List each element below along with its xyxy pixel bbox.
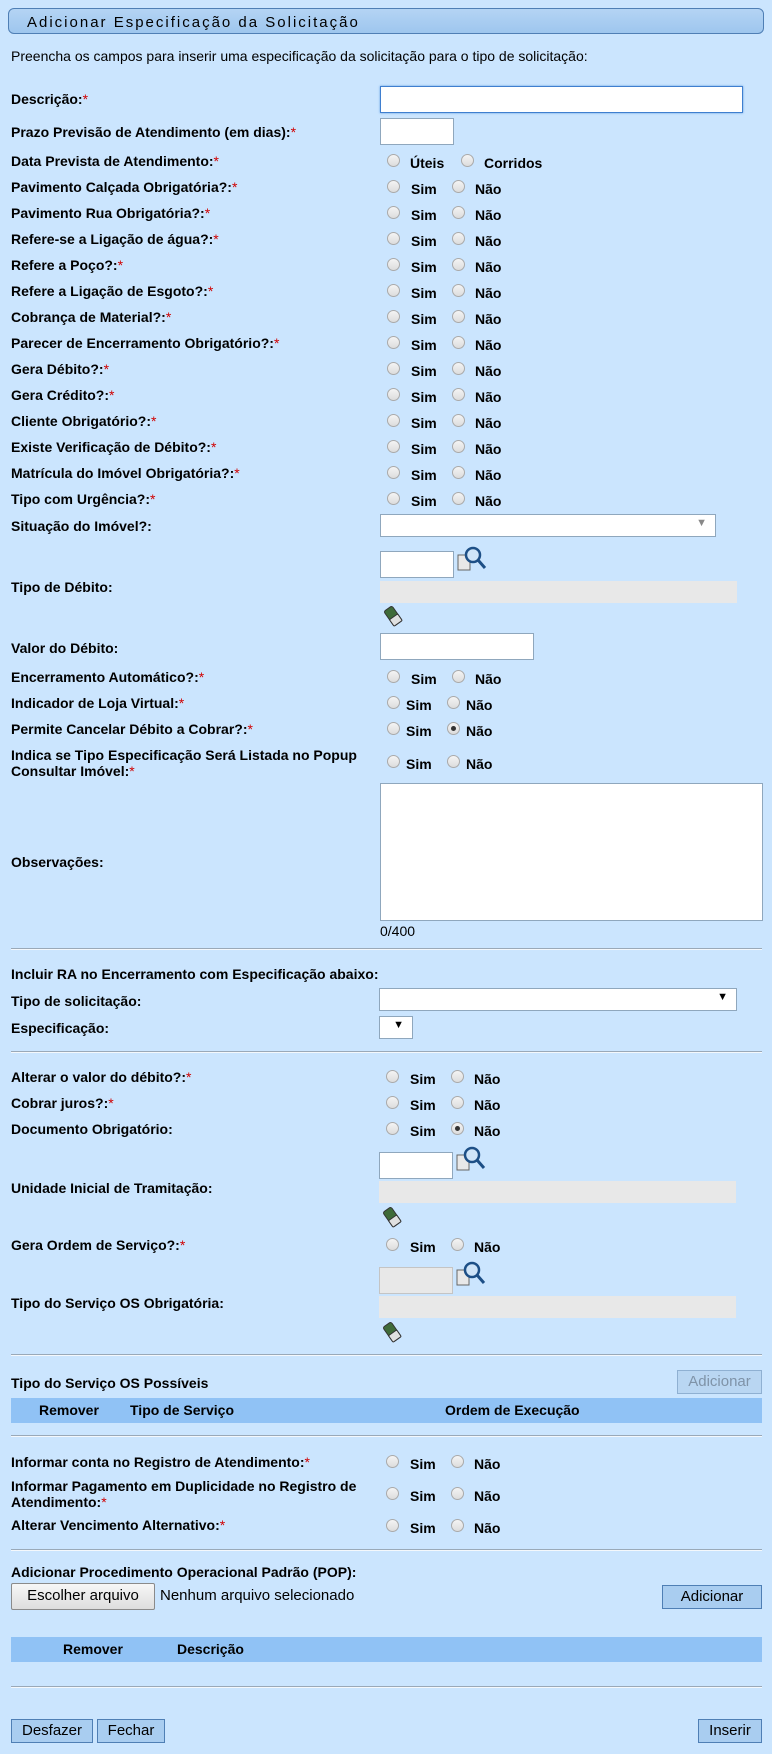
page-title: Adicionar Especificação da Solicitação bbox=[27, 14, 360, 31]
data-prevista-label: Data Prevista de Atendimento:* bbox=[11, 153, 219, 169]
nao-label: Não bbox=[474, 1239, 501, 1255]
matricula-sim-radio[interactable] bbox=[387, 466, 400, 479]
descricao-input[interactable] bbox=[380, 86, 743, 113]
prazo-input[interactable] bbox=[380, 118, 454, 145]
cliente-obrig-sim-radio[interactable] bbox=[387, 414, 400, 427]
eraser-icon[interactable] bbox=[381, 1206, 403, 1228]
observacoes-label: Observações: bbox=[11, 854, 104, 870]
prazo-label: Prazo Previsão de Atendimento (em dias):* bbox=[11, 124, 297, 140]
gera-credito-nao-radio[interactable] bbox=[452, 388, 465, 401]
matricula-nao-radio[interactable] bbox=[452, 466, 465, 479]
encerramento-auto-nao-radio[interactable] bbox=[452, 670, 465, 683]
verif-debito-sim-radio[interactable] bbox=[387, 440, 400, 453]
sim-label: Sim bbox=[406, 697, 432, 713]
pag-duplicidade-nao-radio[interactable] bbox=[451, 1487, 464, 1500]
urgencia-nao-radio[interactable] bbox=[452, 492, 465, 505]
cliente-obrig-label: Cliente Obrigatório?:* bbox=[11, 413, 157, 429]
pav-rua-nao-radio[interactable] bbox=[452, 206, 465, 219]
cobrar-juros-sim-radio[interactable] bbox=[386, 1096, 399, 1109]
search-icon[interactable] bbox=[456, 545, 488, 573]
servico-table-header bbox=[11, 1398, 762, 1423]
gera-debito-nao-radio[interactable] bbox=[452, 362, 465, 375]
cancelar-debito-sim-radio[interactable] bbox=[387, 722, 400, 735]
sim-label: Sim bbox=[411, 415, 437, 431]
sim-label: Sim bbox=[411, 337, 437, 353]
col-remover: Remover bbox=[39, 1402, 99, 1418]
col-ordem-execucao: Ordem de Execução bbox=[445, 1402, 580, 1418]
gera-debito-label: Gera Débito?:* bbox=[11, 361, 110, 377]
popup-label: Indica se Tipo Especificação Será Listada no Popup Consultar Imóvel:* bbox=[11, 747, 357, 779]
nao-label: Não bbox=[474, 1123, 501, 1139]
especificacao-select[interactable] bbox=[379, 1016, 413, 1039]
loja-virtual-label: Indicador de Loja Virtual:* bbox=[11, 695, 185, 711]
lig-esgoto-label: Refere a Ligação de Esgoto?:* bbox=[11, 283, 214, 299]
sim-label: Sim bbox=[406, 756, 432, 772]
uteis-label: Úteis bbox=[410, 155, 445, 171]
lig-agua-sim-radio[interactable] bbox=[387, 232, 400, 245]
doc-obrig-label: Documento Obrigatório: bbox=[11, 1121, 173, 1137]
search-icon[interactable] bbox=[455, 1260, 487, 1288]
chevron-down-icon: ▼ bbox=[393, 1019, 404, 1031]
doc-obrig-nao-radio[interactable] bbox=[451, 1122, 464, 1135]
divider bbox=[11, 1549, 762, 1551]
cobrar-juros-nao-radio[interactable] bbox=[451, 1096, 464, 1109]
nao-label: Não bbox=[475, 389, 502, 405]
tipo-servico-label: Tipo do Serviço OS Obrigatória: bbox=[11, 1295, 224, 1311]
cliente-obrig-nao-radio[interactable] bbox=[452, 414, 465, 427]
nao-label: Não bbox=[475, 363, 502, 379]
sim-label: Sim bbox=[411, 181, 437, 197]
loja-virtual-sim-radio[interactable] bbox=[387, 696, 400, 709]
cobranca-material-nao-radio[interactable] bbox=[452, 310, 465, 323]
encerramento-auto-sim-radio[interactable] bbox=[387, 670, 400, 683]
nao-label: Não bbox=[475, 415, 502, 431]
pav-rua-label: Pavimento Rua Obrigatória?:* bbox=[11, 205, 211, 221]
no-file-selected-text: Nenhum arquivo selecionado bbox=[160, 1587, 355, 1604]
divider bbox=[11, 1051, 762, 1053]
desfazer-button[interactable]: Desfazer bbox=[11, 1719, 93, 1743]
incluir-ra-heading: Incluir RA no Encerramento com Especificação abaixo: bbox=[11, 966, 379, 982]
nao-label: Não bbox=[474, 1456, 501, 1472]
sim-label: Sim bbox=[411, 493, 437, 509]
gera-credito-label: Gera Crédito?:* bbox=[11, 387, 115, 403]
sim-label: Sim bbox=[411, 233, 437, 249]
corridos-label: Corridos bbox=[484, 155, 543, 171]
divider bbox=[11, 1435, 762, 1437]
divider bbox=[11, 1354, 762, 1356]
tipo-servico-description bbox=[379, 1296, 736, 1318]
sim-label: Sim bbox=[411, 467, 437, 483]
pav-rua-sim-radio[interactable] bbox=[387, 206, 400, 219]
sim-label: Sim bbox=[410, 1520, 436, 1536]
sim-label: Sim bbox=[411, 389, 437, 405]
tipo-debito-code-input[interactable] bbox=[380, 551, 454, 578]
encerramento-auto-label: Encerramento Automático?:* bbox=[11, 669, 205, 685]
nao-label: Não bbox=[475, 233, 502, 249]
fechar-button[interactable]: Fechar bbox=[97, 1719, 165, 1743]
lig-esgoto-sim-radio[interactable] bbox=[387, 284, 400, 297]
unidade-inicial-label: Unidade Inicial de Tramitação: bbox=[11, 1180, 213, 1196]
sim-label: Sim bbox=[411, 259, 437, 275]
col-remover: Remover bbox=[63, 1641, 123, 1657]
gera-os-sim-radio[interactable] bbox=[386, 1238, 399, 1251]
nao-label: Não bbox=[475, 467, 502, 483]
valor-debito-input[interactable] bbox=[380, 633, 534, 660]
adicionar-pop-button[interactable]: Adicionar bbox=[662, 1585, 762, 1609]
tipo-solicitacao-label: Tipo de solicitação: bbox=[11, 993, 142, 1009]
nao-label: Não bbox=[475, 285, 502, 301]
nao-label: Não bbox=[474, 1488, 501, 1504]
gera-debito-sim-radio[interactable] bbox=[387, 362, 400, 375]
page-title-bar bbox=[8, 8, 764, 34]
radio-corridos[interactable] bbox=[461, 154, 474, 167]
parecer-label: Parecer de Encerramento Obrigatório?:* bbox=[11, 335, 280, 351]
urgencia-label: Tipo com Urgência?:* bbox=[11, 491, 156, 507]
divider bbox=[11, 1686, 762, 1688]
popup-sim-radio[interactable] bbox=[387, 755, 400, 768]
nao-label: Não bbox=[466, 723, 493, 739]
pav-calcada-label: Pavimento Calçada Obrigatória?:* bbox=[11, 179, 238, 195]
sim-label: Sim bbox=[411, 671, 437, 687]
tipo-servico-possiveis-label: Tipo do Serviço OS Possíveis bbox=[11, 1375, 209, 1391]
choose-file-button[interactable]: Escolher arquivo bbox=[11, 1583, 155, 1610]
pop-table-header bbox=[11, 1637, 762, 1662]
cobrar-juros-label: Cobrar juros?:* bbox=[11, 1095, 114, 1111]
nao-label: Não bbox=[475, 441, 502, 457]
parecer-nao-radio[interactable] bbox=[452, 336, 465, 349]
nao-label: Não bbox=[475, 259, 502, 275]
adicionar-servico-button[interactable]: Adicionar bbox=[677, 1370, 762, 1394]
pav-calcada-sim-radio[interactable] bbox=[387, 180, 400, 193]
pag-duplicidade-sim-radio[interactable] bbox=[386, 1487, 399, 1500]
nao-label: Não bbox=[475, 311, 502, 327]
intro-text: Preencha os campos para inserir uma especificação da solicitação para o tipo de solicitação: bbox=[11, 48, 588, 64]
nao-label: Não bbox=[466, 697, 493, 713]
sim-label: Sim bbox=[406, 723, 432, 739]
observacoes-textarea[interactable] bbox=[380, 783, 763, 921]
eraser-icon[interactable] bbox=[382, 605, 404, 627]
radio-uteis[interactable] bbox=[387, 154, 400, 167]
nao-label: Não bbox=[474, 1071, 501, 1087]
sim-label: Sim bbox=[411, 363, 437, 379]
pag-duplicidade-label: Informar Pagamento em Duplicidade no Registro de Atendimento:* bbox=[11, 1478, 357, 1510]
sim-label: Sim bbox=[411, 311, 437, 327]
verif-debito-nao-radio[interactable] bbox=[452, 440, 465, 453]
nao-label: Não bbox=[475, 337, 502, 353]
nao-label: Não bbox=[466, 756, 493, 772]
inserir-button[interactable]: Inserir bbox=[698, 1719, 762, 1743]
sim-label: Sim bbox=[410, 1123, 436, 1139]
lig-agua-nao-radio[interactable] bbox=[452, 232, 465, 245]
pav-calcada-nao-radio[interactable] bbox=[452, 180, 465, 193]
unidade-inicial-description bbox=[379, 1181, 736, 1203]
col-tipo-servico: Tipo de Serviço bbox=[130, 1402, 234, 1418]
matricula-label: Matrícula do Imóvel Obrigatória?:* bbox=[11, 465, 240, 481]
valor-debito-label: Valor do Débito: bbox=[11, 640, 119, 656]
venc-alternativo-nao-radio[interactable] bbox=[451, 1519, 464, 1532]
sim-label: Sim bbox=[411, 441, 437, 457]
nao-label: Não bbox=[475, 671, 502, 687]
gera-credito-sim-radio[interactable] bbox=[387, 388, 400, 401]
especificacao-label: Especificação: bbox=[11, 1020, 110, 1036]
eraser-icon[interactable] bbox=[381, 1321, 403, 1343]
tipo-debito-description bbox=[380, 581, 737, 603]
nao-label: Não bbox=[475, 493, 502, 509]
alterar-valor-nao-radio[interactable] bbox=[451, 1070, 464, 1083]
sim-label: Sim bbox=[411, 207, 437, 223]
poco-nao-radio[interactable] bbox=[452, 258, 465, 271]
situacao-imovel-select[interactable] bbox=[380, 514, 716, 537]
tipo-servico-code-input[interactable] bbox=[379, 1267, 453, 1294]
descricao-label: Descrição:* bbox=[11, 91, 89, 107]
situacao-imovel-label: Situação do Imóvel?: bbox=[11, 518, 152, 534]
parecer-sim-radio[interactable] bbox=[387, 336, 400, 349]
sim-label: Sim bbox=[410, 1456, 436, 1472]
verif-debito-label: Existe Verificação de Débito?:* bbox=[11, 439, 217, 455]
cobranca-material-label: Cobrança de Material?:* bbox=[11, 309, 172, 325]
sim-label: Sim bbox=[411, 285, 437, 301]
divider bbox=[11, 948, 762, 950]
search-icon[interactable] bbox=[455, 1145, 487, 1173]
lig-agua-label: Refere-se a Ligação de água?:* bbox=[11, 231, 219, 247]
observacoes-counter: 0/400 bbox=[380, 923, 416, 939]
informar-conta-label: Informar conta no Registro de Atendimento:* bbox=[11, 1454, 310, 1470]
tipo-solicitacao-select[interactable] bbox=[379, 988, 737, 1011]
doc-obrig-sim-radio[interactable] bbox=[386, 1122, 399, 1135]
cancelar-debito-label: Permite Cancelar Débito a Cobrar?:* bbox=[11, 721, 253, 737]
chevron-down-icon: ▼ bbox=[696, 517, 707, 529]
cobranca-material-sim-radio[interactable] bbox=[387, 310, 400, 323]
sim-label: Sim bbox=[410, 1488, 436, 1504]
lig-esgoto-nao-radio[interactable] bbox=[452, 284, 465, 297]
informar-conta-sim-radio[interactable] bbox=[386, 1455, 399, 1468]
unidade-inicial-code-input[interactable] bbox=[379, 1152, 453, 1179]
urgencia-sim-radio[interactable] bbox=[387, 492, 400, 505]
alterar-valor-sim-radio[interactable] bbox=[386, 1070, 399, 1083]
col-descricao: Descrição bbox=[177, 1641, 244, 1657]
poco-label: Refere a Poço?:* bbox=[11, 257, 124, 273]
nao-label: Não bbox=[474, 1520, 501, 1536]
informar-conta-nao-radio[interactable] bbox=[451, 1455, 464, 1468]
sim-label: Sim bbox=[410, 1097, 436, 1113]
poco-sim-radio[interactable] bbox=[387, 258, 400, 271]
nao-label: Não bbox=[474, 1097, 501, 1113]
nao-label: Não bbox=[475, 207, 502, 223]
sim-label: Sim bbox=[410, 1239, 436, 1255]
loja-virtual-nao-radio[interactable] bbox=[447, 696, 460, 709]
cancelar-debito-nao-radio[interactable] bbox=[447, 722, 460, 735]
nao-label: Não bbox=[475, 181, 502, 197]
popup-nao-radio[interactable] bbox=[447, 755, 460, 768]
chevron-down-icon: ▼ bbox=[717, 991, 728, 1003]
tipo-debito-label: Tipo de Débito: bbox=[11, 579, 113, 595]
venc-alternativo-label: Alterar Vencimento Alternativo:* bbox=[11, 1517, 226, 1533]
pop-label: Adicionar Procedimento Operacional Padrão (POP): bbox=[11, 1564, 357, 1580]
venc-alternativo-sim-radio[interactable] bbox=[386, 1519, 399, 1532]
gera-os-label: Gera Ordem de Serviço?:* bbox=[11, 1237, 186, 1253]
gera-os-nao-radio[interactable] bbox=[451, 1238, 464, 1251]
sim-label: Sim bbox=[410, 1071, 436, 1087]
alterar-valor-label: Alterar o valor do débito?:* bbox=[11, 1069, 192, 1085]
